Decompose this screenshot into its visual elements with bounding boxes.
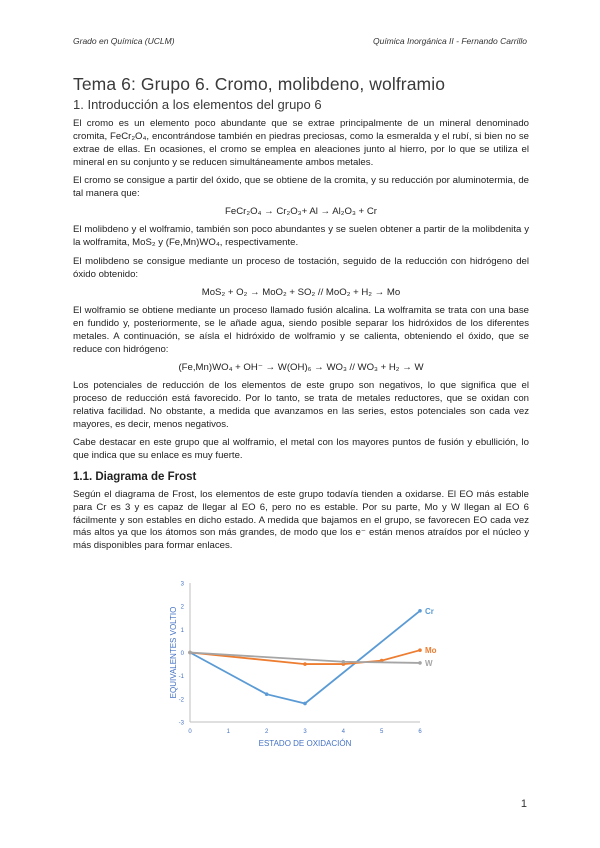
x-tick-label: 1 bbox=[226, 729, 231, 735]
x-tick-label: 3 bbox=[303, 729, 307, 735]
x-tick-label: 4 bbox=[341, 729, 346, 735]
paragraph: El wolframio se obtiene mediante un proceso llamado fusión alcalina. La wolframita se trata con una base en fundido y, posteriormente, se le añade agua, siendo posible separar los hidróxidos de los diferentes metales. A continuación, se aísla el hidróxido de wolframio y se calienta, obteniendo el óxido, que se reduce con hidrógeno: bbox=[73, 304, 529, 355]
data-point-w bbox=[188, 651, 192, 655]
paragraph: Los potenciales de reducción de los elementos de este grupo son negativos, lo que significa que el proceso de reducción está favorecido. Por lo tanto, se trata de metales reductores, que se oxidan con relativa facilidad. No obstante, a medida que avanzamos en las series, estos potenciales son cada vez mayores, es decir, menos negativos. bbox=[73, 379, 529, 430]
paragraph: El molibdeno se consigue mediante un proceso de tostación, seguido de la reducción con hidrógeno del óxido obtenido: bbox=[73, 255, 529, 280]
y-tick-label: -2 bbox=[178, 697, 184, 704]
data-point-cr bbox=[265, 692, 269, 696]
equation: (Fe,Mn)WO₄ + OH⁻ → W(OH)₆ → WO₃ // WO₃ + H₂ → W bbox=[178, 362, 424, 373]
x-tick-label: 0 bbox=[188, 729, 192, 735]
equation: MoS₂ + O₂ → MoO₂ + SO₂ // MoO₂ + H₂ → Mo bbox=[201, 286, 401, 298]
y-tick-label: 0 bbox=[180, 651, 184, 657]
y-axis-label: EQUIVALENTES VOLTIO bbox=[169, 606, 178, 699]
paragraph: Según el diagrama de Frost, los elementos de este grupo todavía tienden a oxidarse. El EO más estable para Cr es 3 y es capaz de llegar al EO 6, pero no es estable. Por su parte, Mo y W llegan al EO 6 fácilmente y son estables en dicho estado. A medida que bajamos en el grupo, se favorecen EO cada vez más altos ya que los átomos son más grandes, de modo que los e⁻ están menos atraídos por el núcleo y más disponibles para formar enlaces. bbox=[73, 488, 529, 552]
header-right: Química Inorgánica II - Fernando Carrillo bbox=[372, 36, 527, 46]
x-tick-label: 2 bbox=[264, 729, 269, 735]
document-body bbox=[73, 118, 529, 559]
data-point-cr bbox=[418, 609, 422, 613]
y-tick-label: 1 bbox=[180, 627, 184, 634]
series-label-w: W bbox=[425, 658, 433, 668]
y-tick-label: -1 bbox=[178, 674, 184, 681]
x-axis-label: ESTADO DE OXIDACIÓN bbox=[258, 739, 352, 748]
page-title: Tema 6: Grupo 6. Cromo, molibdeno, wolframio bbox=[73, 74, 446, 94]
y-tick-label: -3 bbox=[178, 720, 184, 727]
series-label-cr: Cr bbox=[425, 606, 434, 616]
x-tick-label: 5 bbox=[379, 729, 384, 735]
subsection-heading: 1.1. Diagrama de Frost bbox=[73, 470, 197, 483]
series-label-mo: Mo bbox=[425, 646, 437, 656]
data-point-w bbox=[418, 661, 422, 665]
data-point-mo bbox=[303, 662, 307, 666]
section-heading: 1. Introducción a los elementos del grupo 6 bbox=[73, 97, 322, 112]
paragraph: El cromo se consigue a partir del óxido, que se obtiene de la cromita, y su reducción por aluminotermia, de tal manera que: bbox=[73, 175, 529, 200]
page-number: 1 bbox=[520, 798, 527, 810]
frost-diagram bbox=[165, 575, 455, 755]
data-point-cr bbox=[303, 702, 307, 706]
frost-chart-svg bbox=[165, 575, 455, 755]
series-line-w bbox=[190, 653, 420, 663]
paragraph: El molibdeno y el wolframio, también son poco abundantes y se suelen obtener a partir de la molibdenita y la wolframita, MoS₂ y (Fe,Mn)WO₄, respectivamente. bbox=[73, 224, 529, 249]
series-line-cr bbox=[190, 611, 420, 704]
x-tick-label: 6 bbox=[418, 729, 422, 735]
y-tick-label: 3 bbox=[180, 581, 184, 588]
header-left: Grado en Química (UCLM) bbox=[73, 36, 175, 46]
equation: FeCr₂O₄ → Cr₂O₃+ Al → Al₂O₃ + Cr bbox=[225, 206, 377, 218]
data-point-w bbox=[342, 660, 346, 664]
paragraph: El cromo es un elemento poco abundante que se extrae principalmente de un mineral denominado cromita, FeCr₂O₄, encontrándose también en piedras preciosas, como la esmeralda y el rubí, si bien no se extrae de ellas. En ocasiones, el cromo se emplea en aleaciones junto al hierro, por lo que se utiliza el mineral en su conjunto y se reducen simultáneamente ambos metales. bbox=[73, 118, 529, 168]
y-tick-label: 2 bbox=[180, 604, 184, 611]
data-point-mo bbox=[418, 648, 422, 652]
paragraph: Cabe destacar en este grupo que al wolframio, el metal con los mayores puntos de fusión y ebullición, lo que indica que su enlace es muy fuerte. bbox=[73, 437, 529, 461]
